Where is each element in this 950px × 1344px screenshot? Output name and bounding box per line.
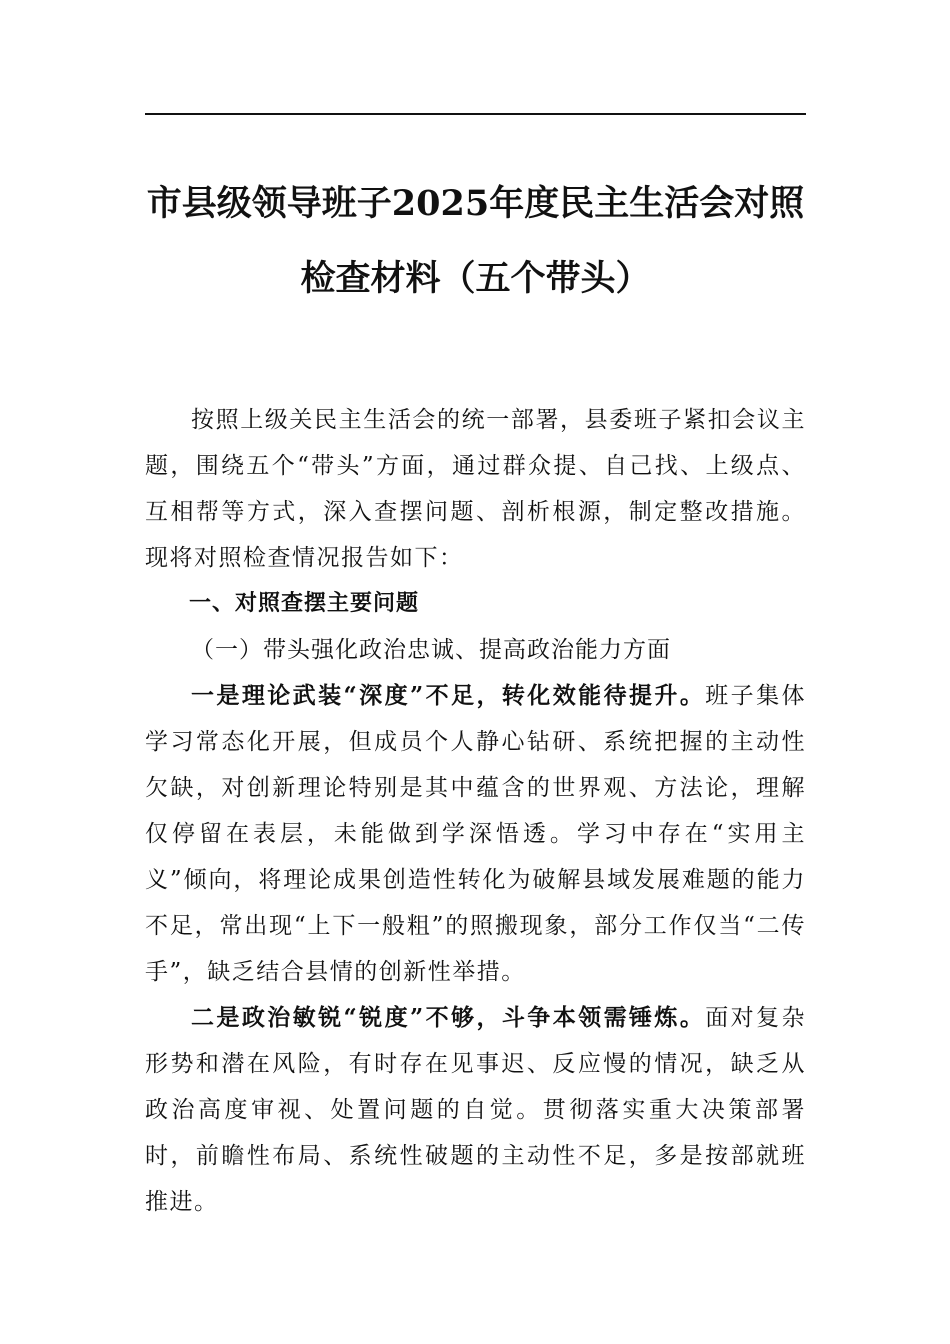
point-1-text: 班子集体学习常态化开展，但成员个人静心钻研、系统把握的主动性欠缺，对创新理论特别是其中蕴含的世界观、方法论，理解仅停留在表层，未能做到学深悟透。学习中存在“实用主义”倾向，将理论成果创造性转化为破解县域发展难题的能力不足，常出现“上下一般粗”的照搬现象，部分工作仅当“二传手”，缺乏结合县情的创新性举措。 <box>145 683 807 985</box>
subsection-heading: （一）带头强化政治忠诚、提高政治能力方面 <box>191 637 671 663</box>
point-1-lead: 一是理论武装“深度”不足，转化效能待提升。 <box>191 682 706 709</box>
point-2-text: 面对复杂形势和潜在风险，有时存在见事迟、反应慢的情况，缺乏从政治高度审视、处置问题的自觉。贯彻落实重大决策部署时，前瞻性布局、系统性破题的主动性不足，多是按部就班推进。 <box>145 1005 807 1215</box>
header-rule <box>145 113 806 115</box>
point-2-lead: 二是政治敏锐“锐度”不够，斗争本领需锤炼。 <box>191 1004 706 1031</box>
title-line-2: 检查材料（五个带头） <box>300 258 651 299</box>
section-heading: 一、对照查摆主要问题 <box>189 591 420 616</box>
title-line-1: 市县级领导班子2025年度民主生活会对照 <box>146 183 805 224</box>
document-title <box>145 166 806 316</box>
point-2-paragraph <box>145 995 806 1225</box>
intro-paragraph: 按照上级关民主生活会的统一部署，县委班子紧扣会议主题，围绕五个“带头”方面，通过群众提、自己找、上级点、互相帮等方式，深入查摆问题、剖析根源，制定整改措施。现将对照检查情况报告如下： <box>145 407 806 571</box>
document-body <box>145 397 806 1225</box>
point-1-paragraph <box>145 673 806 995</box>
